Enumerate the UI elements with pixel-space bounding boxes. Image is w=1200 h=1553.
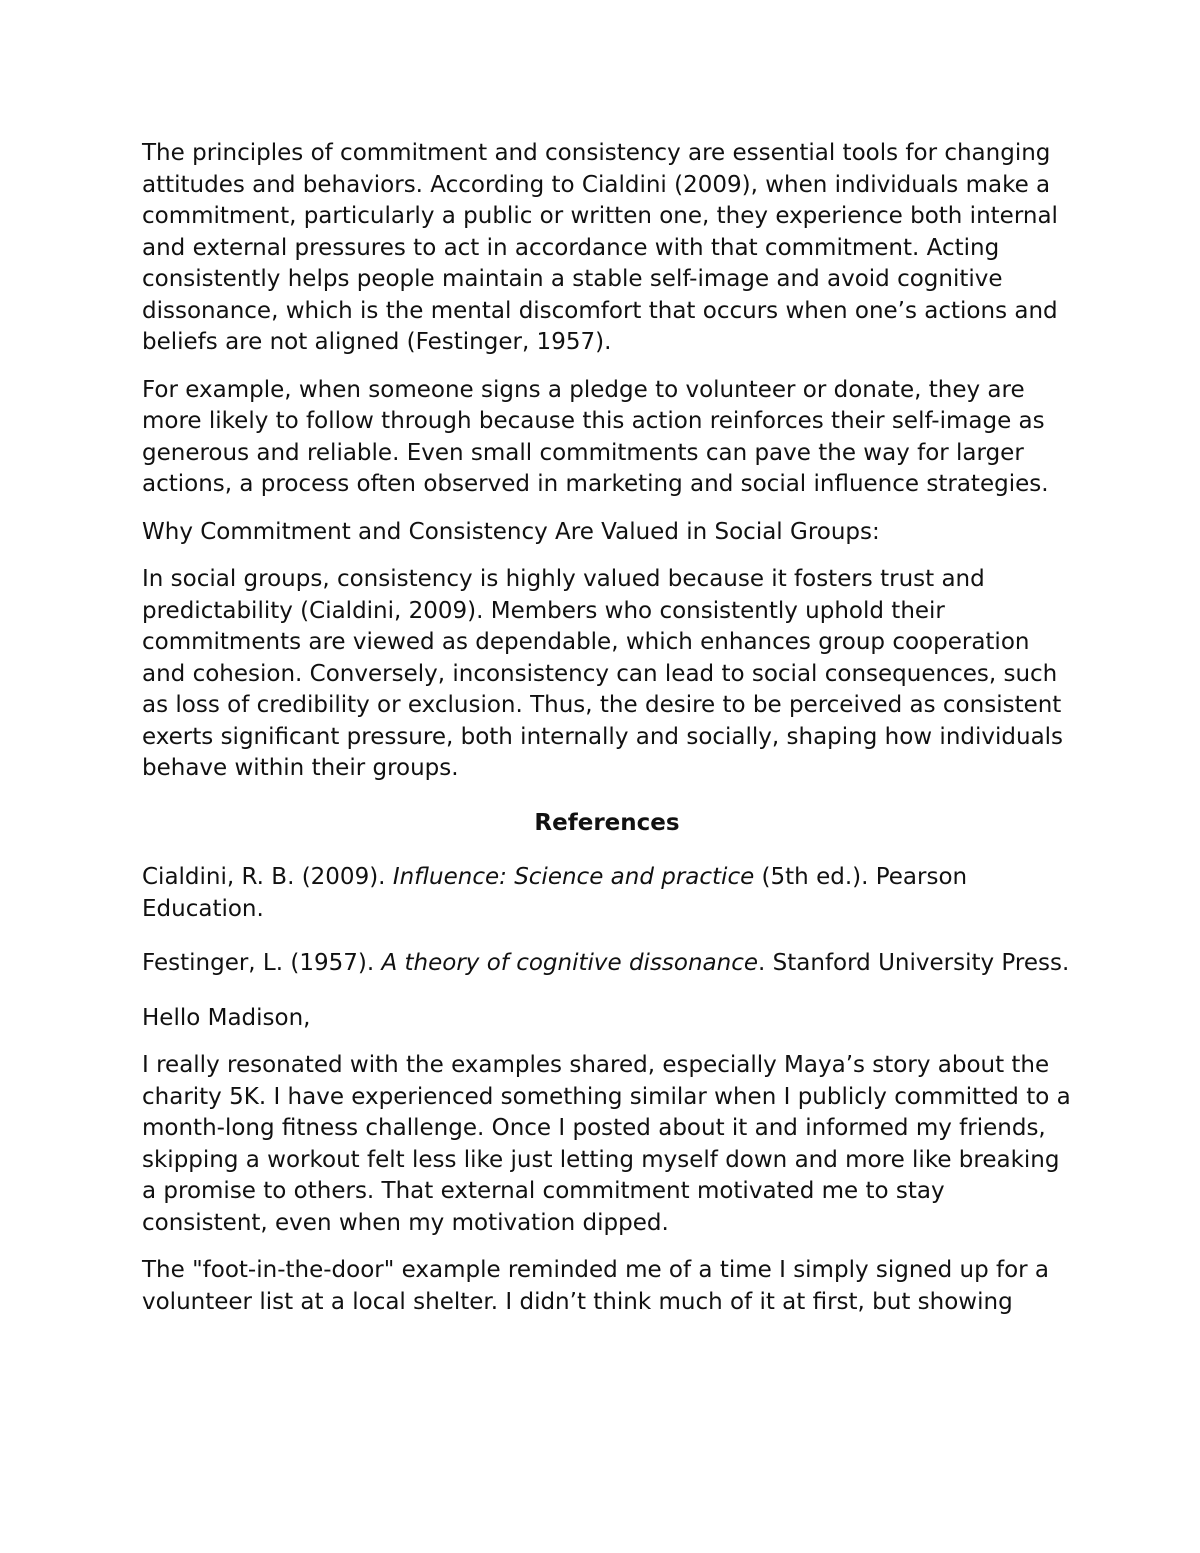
paragraph-commitment-principles: The principles of commitment and consistency are essential tools for changing attitudes and behaviors. According to Cialdini (2009), when individuals make a commitment, particularly a public or written one, they experience both internal and external pressures to act in accordance with that commitment. Acting consistently helps people maintain a stable self-image and avoid cognitive dissonance, which is the mental discomfort that occurs when one’s actions and beliefs are not aligned (Festinger, 1957).: [142, 140, 1058, 355]
reference-authors: Festinger, L. (1957).: [142, 950, 382, 976]
reference-publisher: (5th ed.). Pearson Education.: [142, 864, 968, 922]
paragraph-social-groups: In social groups, consistency is highly valued because it fosters trust and predictability (Cialdini, 2009). Members who consistently uphold their commitments are viewed as dependable, which enhances group cooperation and cohesion. Conversely, inconsistency can lead to social consequences, such as loss of credibility or exclusion. Thus, the desire to be perceived as consistent exerts significant pressure, both internally and socially, shaping how individuals behave within their groups.: [142, 566, 1064, 781]
section-subheading: Why Commitment and Consistency Are Valued in Social Groups:: [142, 518, 880, 545]
reply-paragraph-foot-in-door: The "foot-in-the-door" example reminded me of a time I simply signed up for a volunteer list at a local shelter. I didn’t think much of it at first, but showing: [142, 1257, 1050, 1315]
reference-publisher: . Stanford University Press.: [758, 950, 1070, 976]
references-heading: References: [534, 809, 680, 836]
reference-title: A theory of cognitive dissonance: [381, 950, 759, 976]
reference-title: Influence: Science and practice: [392, 864, 755, 890]
paragraph-pledge-example: For example, when someone signs a pledge to volunteer or donate, they are more likely to follow through because this action reinforces their self-image as generous and reliable. Even small commitments can pave the way for larger actions, a process often observed in marketing and social influence strategies.: [142, 376, 1049, 497]
reference-item-festinger: [142, 948, 1072, 980]
reply-paragraph-fitness: I really resonated with the examples shared, especially Maya’s story about the charity 5K. I have experienced something similar when I publicly committed to a month-long fitness challenge. Once I posted about it and informed my friends, skipping a workout felt less like just letting myself down and more like breaking a promise to others. That external commitment motivated me to stay consistent, even when my motivation dipped.: [142, 1052, 1071, 1236]
reply-greeting: Hello Madison,: [142, 1004, 311, 1031]
document-page: [142, 138, 1072, 1334]
reference-authors: Cialdini, R. B. (2009).: [142, 864, 393, 890]
reference-item-cialdini: [142, 862, 1072, 925]
